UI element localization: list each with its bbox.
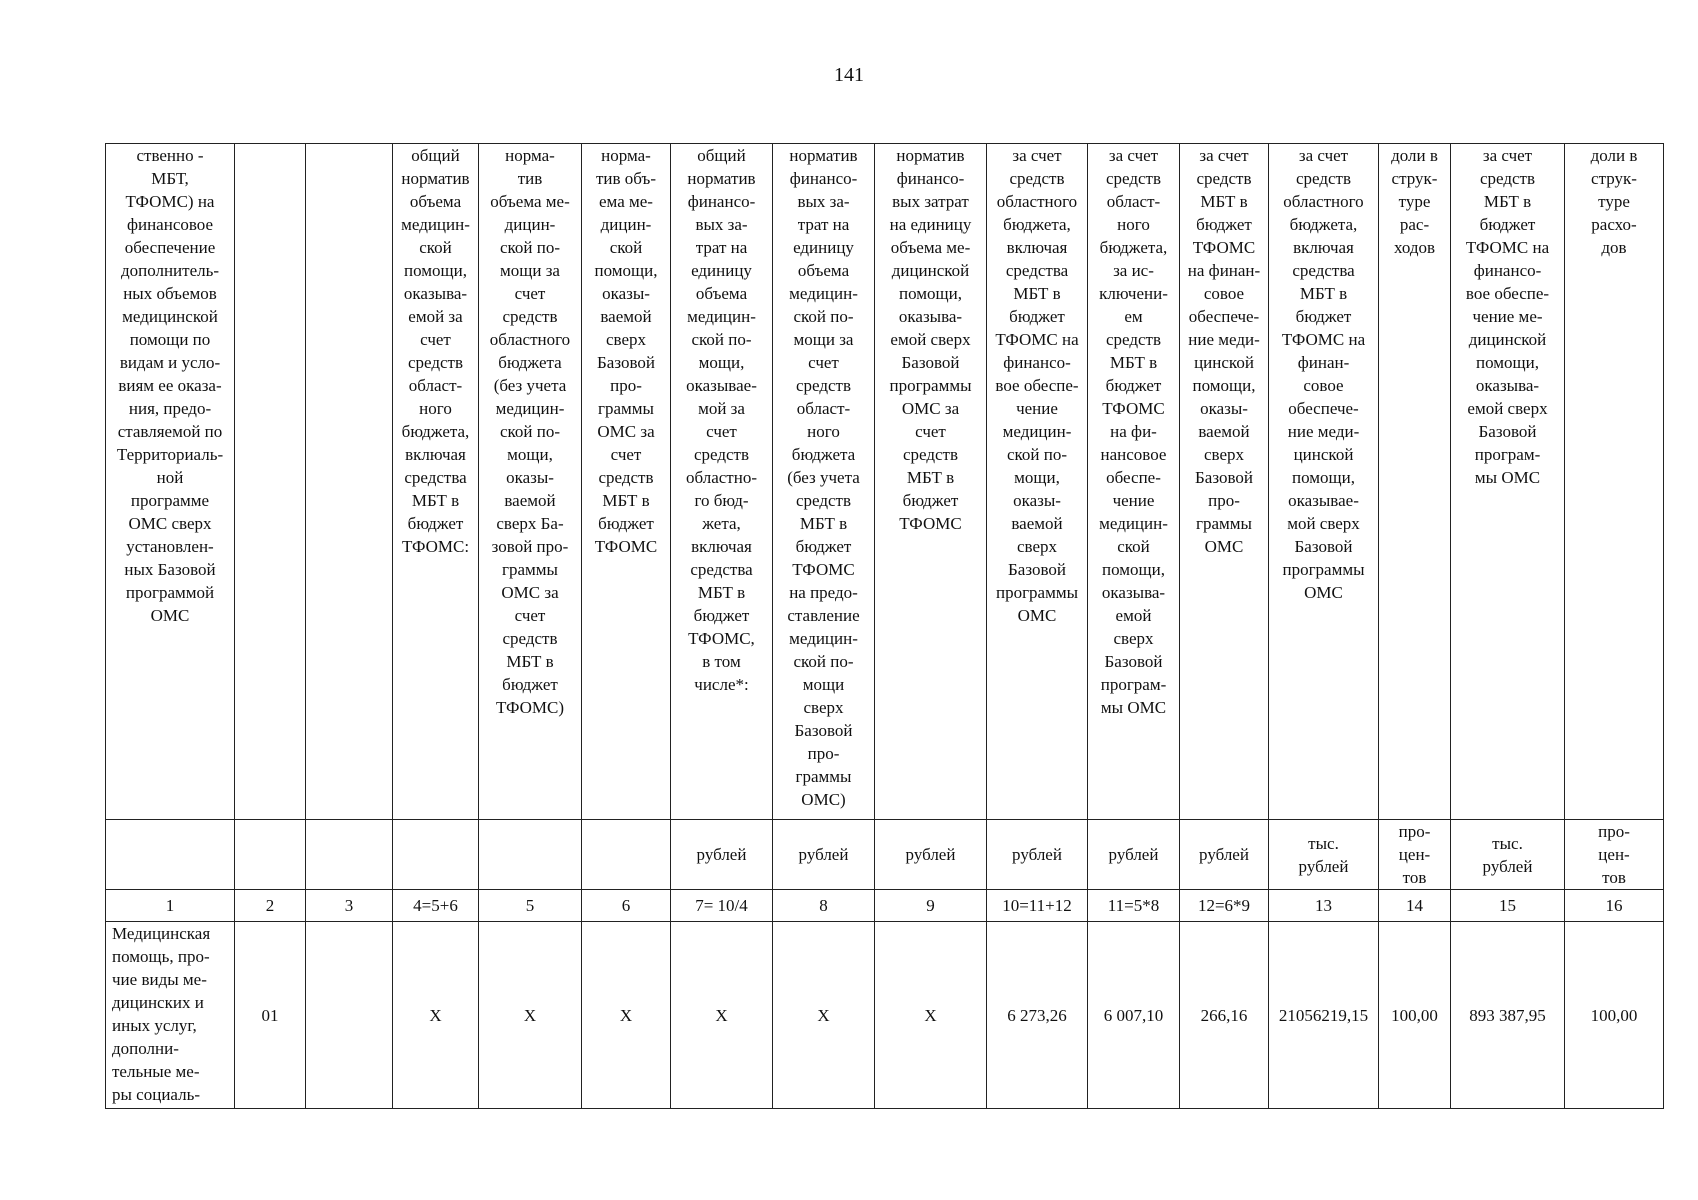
unit-cell-9: рублей (875, 820, 987, 890)
data-cell-16: 100,00 (1565, 922, 1664, 1109)
financing-table (105, 143, 1664, 1109)
column-number-cell-3: 3 (306, 890, 393, 922)
data-cell-7: X (671, 922, 773, 1109)
unit-cell-15: тыс. рублей (1451, 820, 1565, 890)
unit-cell-7: рублей (671, 820, 773, 890)
unit-cell-14: про- цен- тов (1379, 820, 1451, 890)
page-number: 141 (834, 64, 864, 86)
column-number-cell-13: 13 (1269, 890, 1379, 922)
data-cell-4: X (393, 922, 479, 1109)
column-number-cell-14: 14 (1379, 890, 1451, 922)
header-cell-14: доли в струк- туре рас- ходов (1379, 144, 1451, 820)
unit-cell-13: тыс. рублей (1269, 820, 1379, 890)
column-number-cell-8: 8 (773, 890, 875, 922)
header-cell-2 (235, 144, 306, 820)
column-number-cell-15: 15 (1451, 890, 1565, 922)
unit-cell-6 (582, 820, 671, 890)
unit-cell-12: рублей (1180, 820, 1269, 890)
header-cell-5: норма- тив объема ме- дицин- ской по- мощи за счет средств областного бюджета (без учета медицин- ской по- мощи, оказы- ваемой сверх Ба- зовой про- граммы ОМС за счет средств МБТ в бюджет ТФОМС) (479, 144, 582, 820)
unit-cell-3 (306, 820, 393, 890)
data-cell-8: X (773, 922, 875, 1109)
header-cell-1: ственно - МБТ, ТФОМС) на финансовое обеспечение дополнитель- ных объемов медицинской помощи по видам и усло- виям ее оказа- ния, предо- ставляемой по Территориаль- ной программе ОМС сверх установлен- ных Базовой программой ОМС (106, 144, 235, 820)
header-cell-10: за счет средств областного бюджета, включая средства МБТ в бюджет ТФОМС на финансо- вое обеспе- чение медицин- ской по- мощи, оказы- ваемой сверх Базовой программы ОМС (987, 144, 1088, 820)
column-number-cell-11: 11=5*8 (1088, 890, 1180, 922)
column-number-cell-4: 4=5+6 (393, 890, 479, 922)
data-cell-5: X (479, 922, 582, 1109)
header-cell-11: за счет средств област- ного бюджета, за ис- ключени- ем средств МБТ в бюджет ТФОМС на фи- нансовое обеспе- чение медицин- ской помощи, оказыва- емой сверх Базовой програм- мы ОМС (1088, 144, 1180, 820)
unit-cell-10: рублей (987, 820, 1088, 890)
data-cell-10: 6 273,26 (987, 922, 1088, 1109)
unit-cell-16: про- цен- тов (1565, 820, 1664, 890)
header-cell-7: общий норматив финансо- вых за- трат на единицу объема медицин- ской по- мощи, оказывае- мой за счет средств областно- го бюд- жета, включая средства МБТ в бюджет ТФОМС, в том числе*: (671, 144, 773, 820)
data-cell-9: X (875, 922, 987, 1109)
column-number-cell-2: 2 (235, 890, 306, 922)
header-cell-16: доли в струк- туре расхо- дов (1565, 144, 1664, 820)
column-number-cell-12: 12=6*9 (1180, 890, 1269, 922)
data-cell-2: 01 (235, 922, 306, 1109)
unit-cell-8: рублей (773, 820, 875, 890)
data-cell-3 (306, 922, 393, 1109)
units-row (106, 820, 1664, 890)
unit-cell-11: рублей (1088, 820, 1180, 890)
column-number-cell-7: 7= 10/4 (671, 890, 773, 922)
column-number-cell-1: 1 (106, 890, 235, 922)
column-numbers-row (106, 890, 1664, 922)
header-cell-3 (306, 144, 393, 820)
data-cell-12: 266,16 (1180, 922, 1269, 1109)
header-cell-6: норма- тив объ- ема ме- дицин- ской помощи, оказы- ваемой сверх Базовой про- граммы ОМС за счет средств МБТ в бюджет ТФОМС (582, 144, 671, 820)
column-number-cell-5: 5 (479, 890, 582, 922)
table-row (106, 922, 1664, 1109)
header-cell-8: норматив финансо- вых за- трат на единицу объема медицин- ской по- мощи за счет средств област- ного бюджета (без учета средств МБТ в бюджет ТФОМС на предо- ставление медицин- ской по- мощи сверх Базовой про- граммы ОМС) (773, 144, 875, 820)
data-cell-1: Медицинская помощь, про- чие виды ме- дицинских и иных услуг, дополни- тельные ме- ры социаль- (106, 922, 235, 1109)
header-cell-15: за счет средств МБТ в бюджет ТФОМС на финансо- вое обеспе- чение ме- дицинской помощи, оказыва- емой сверх Базовой програм- мы ОМС (1451, 144, 1565, 820)
unit-cell-5 (479, 820, 582, 890)
data-cell-14: 100,00 (1379, 922, 1451, 1109)
header-cell-4: общий норматив объема медицин- ской помощи, оказыва- емой за счет средств област- ного бюджета, включая средства МБТ в бюджет ТФОМС: (393, 144, 479, 820)
data-cell-11: 6 007,10 (1088, 922, 1180, 1109)
unit-cell-2 (235, 820, 306, 890)
header-cell-12: за счет средств МБТ в бюджет ТФОМС на финан- совое обеспече- ние меди- цинской помощи, оказы- ваемой сверх Базовой про- граммы ОМС (1180, 144, 1269, 820)
unit-cell-4 (393, 820, 479, 890)
column-number-cell-16: 16 (1565, 890, 1664, 922)
data-cell-6: X (582, 922, 671, 1109)
column-number-cell-6: 6 (582, 890, 671, 922)
column-number-cell-9: 9 (875, 890, 987, 922)
data-cell-15: 893 387,95 (1451, 922, 1565, 1109)
header-row (106, 144, 1664, 820)
header-cell-13: за счет средств областного бюджета, включая средства МБТ в бюджет ТФОМС на финан- совое обеспече- ние меди- цинской помощи, оказывае- мой сверх Базовой программы ОМС (1269, 144, 1379, 820)
data-cell-13: 21056219,15 (1269, 922, 1379, 1109)
header-cell-9: норматив финансо- вых затрат на единицу объема ме- дицинской помощи, оказыва- емой сверх Базовой программы ОМС за счет средств МБТ в бюджет ТФОМС (875, 144, 987, 820)
column-number-cell-10: 10=11+12 (987, 890, 1088, 922)
unit-cell-1 (106, 820, 235, 890)
